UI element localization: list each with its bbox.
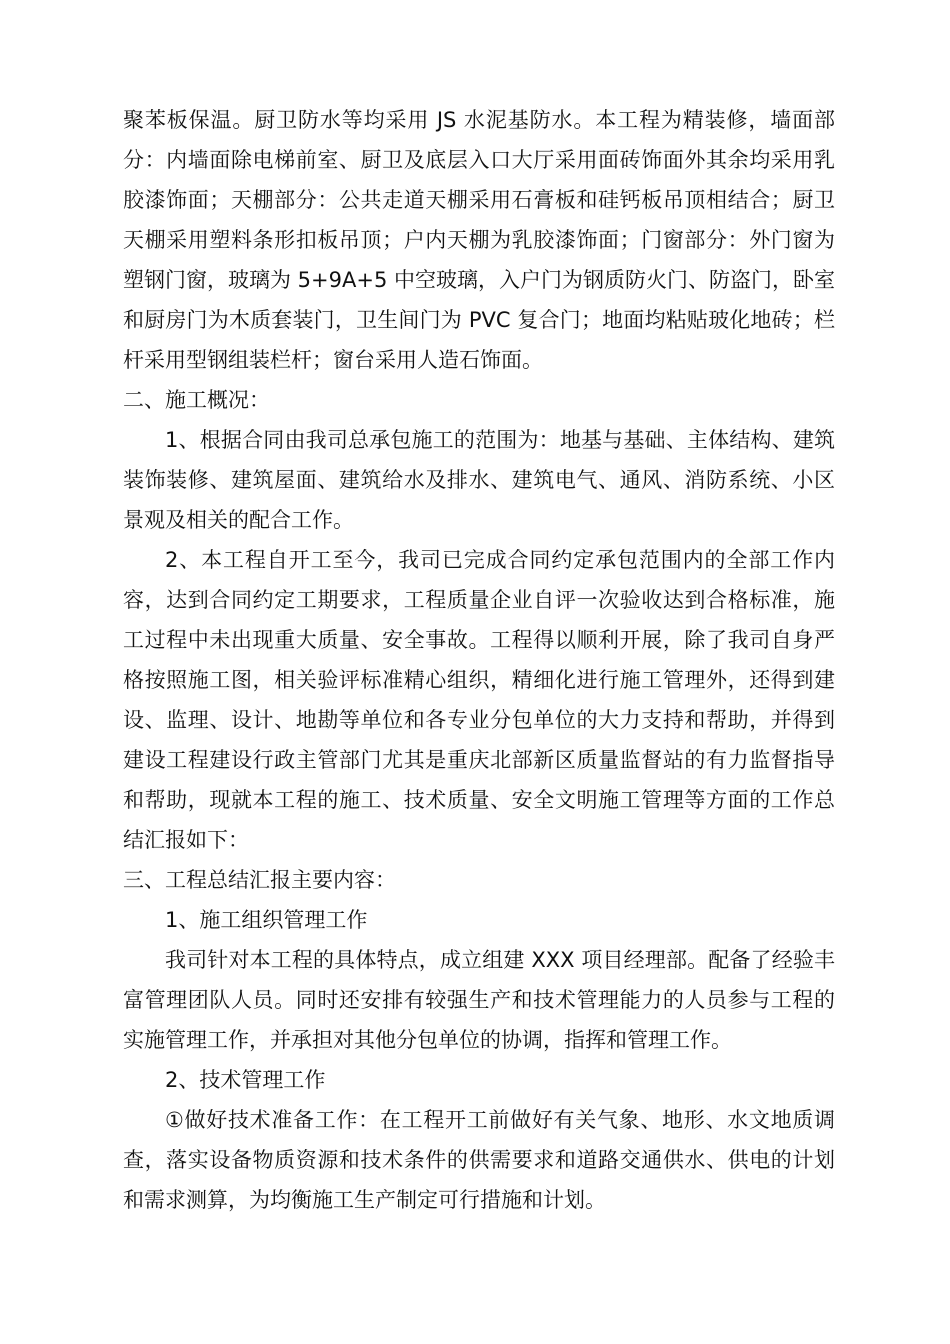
subheading-technical-management: 2、技术管理工作 (165, 1068, 326, 1092)
paragraph-project-team: 我司针对本工程的具体特点，成立组建 XXX 项目经理部。配备了经验丰富管理团队人员。同时还安排有较强生产和技术管理能力的人员参与工程的实施管理工作，并承担对其他分包单位的协调，指挥和管理工作。 (123, 948, 835, 1052)
paragraph-building-finishes: 聚苯板保温。厨卫防水等均采用 JS 水泥基防水。本工程为精装修，墙面部分：内墙面除电梯前室、厨卫及底层入口大厅采用面砖饰面外其余均采用乳胶漆饰面；天棚部分：公共走道天棚采用石膏板和硅钙板吊顶相结合；厨卫天棚采用塑料条形扣板吊顶；户内天棚为乳胶漆饰面；门窗部分：外门窗为塑钢门窗，玻璃为 5+9A+5 中空玻璃，入户门为钢质防火门、防盗门，卧室和厨房门为木质套装门，卫生间门为 PVC 复合门；地面均粘贴玻化地砖；栏杆采用型钢组装栏杆；窗台采用人造石饰面。 (123, 108, 835, 372)
paragraph-technical-preparation: ①做好技术准备工作：在工程开工前做好有关气象、地形、水文地质调查，落实设备物质资源和技术条件的供需要求和道路交通供水、供电的计划和需求测算，为均衡施工生产制定可行措施和计划。 (123, 1108, 835, 1212)
paragraph-contract-scope: 1、根据合同由我司总承包施工的范围为：地基与基础、主体结构、建筑装饰装修、建筑屋面、建筑给水及排水、建筑电气、通风、消防系统、小区景观及相关的配合工作。 (123, 428, 835, 532)
section-heading-construction-overview: 二、施工概况： (123, 388, 270, 412)
section-heading-report-contents: 三、工程总结汇报主要内容： (123, 868, 396, 892)
subheading-organization-management: 1、施工组织管理工作 (165, 908, 368, 932)
document-body (123, 100, 835, 1220)
paragraph-completion-status: 2、本工程自开工至今，我司已完成合同约定承包范围内的全部工作内容，达到合同约定工期要求，工程质量企业自评一次验收达到合格标准，施工过程中未出现重大质量、安全事故。工程得以顺利开展，除了我司自身严格按照施工图，相关验评标准精心组织，精细化进行施工管理外，还得到建设、监理、设计、地勘等单位和各专业分包单位的大力支持和帮助，并得到建设工程建设行政主管部门尤其是重庆北部新区质量监督站的有力监督指导和帮助，现就本工程的施工、技术质量、安全文明施工管理等方面的工作总结汇报如下： (123, 548, 835, 852)
